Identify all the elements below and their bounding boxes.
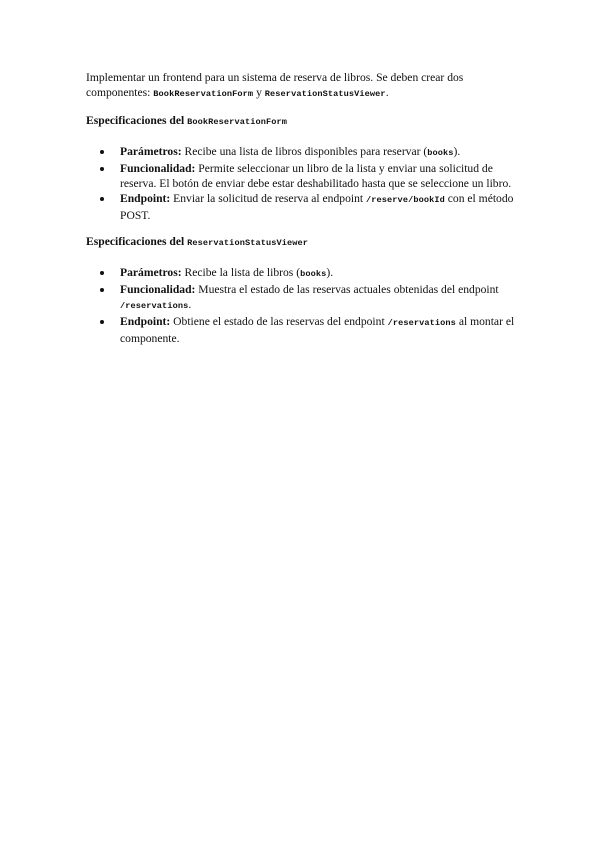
bullet-icon [100,150,104,154]
section-heading-status-viewer [86,234,518,251]
bullet-icon [100,288,104,292]
spec-text: Permite seleccionar un libro de la lista y enviar una solicitud de reserva. El botón de enviar debe estar deshabilitado hasta que se seleccione un libro. [120,162,512,190]
list-item [86,265,518,282]
spec-text-end: ). [453,145,461,158]
section-heading-booking-form [86,113,518,130]
bullet-icon [100,320,104,324]
intro-paragraph [86,70,518,102]
spec-list-status-viewer [86,265,518,346]
spec-text: Recibe la lista de libros ( [181,266,301,279]
spec-text-end: con el método POST. [120,192,514,222]
spec-term: Parámetros: [120,145,182,158]
intro-text: Implementar un frontend para un sistema de reserva de libros. Se deben crear dos componentes: [86,71,464,99]
bullet-icon [100,167,104,171]
spec-text: Muestra el estado de las reservas actuales obtenidas del endpoint [195,283,499,296]
list-item [86,191,518,223]
spec-text-end: al montar el componente. [120,315,515,345]
spec-text: Enviar la solicitud de reserva al endpoint [170,192,367,205]
intro-end: . [385,86,389,99]
list-item [86,161,518,191]
spec-term: Endpoint: [120,192,171,205]
document-page [86,70,518,357]
list-item [86,282,518,314]
spec-code: /reservations [120,301,189,311]
spec-code: /reservations [387,318,456,328]
section-heading-code: BookReservationForm [187,117,288,127]
spec-text-end: . [188,298,192,311]
spec-code: /reserve/bookId [366,195,445,205]
spec-text: Obtiene el estado de las reservas del endpoint [170,315,388,328]
spec-term: Funcionalidad: [120,283,196,296]
component-name-booking-form: BookReservationForm [153,89,254,99]
list-item [86,314,518,346]
list-item [86,144,518,161]
spec-term: Funcionalidad: [120,162,196,175]
spec-code: books [427,148,454,158]
spec-code: books [300,269,327,279]
component-name-status-viewer: ReservationStatusViewer [264,89,386,99]
section-heading-prefix: Especificaciones del [86,235,188,248]
spec-list-booking-form [86,144,518,223]
spec-term: Endpoint: [120,315,171,328]
bullet-icon [100,197,104,201]
bullet-icon [100,271,104,275]
intro-conjunction: y [253,86,265,99]
spec-term: Parámetros: [120,266,182,279]
section-heading-prefix: Especificaciones del [86,114,188,127]
spec-text-end: ). [326,266,334,279]
section-heading-code: ReservationStatusViewer [187,238,309,248]
spec-text: Recibe una lista de libros disponibles para reservar ( [181,145,428,158]
